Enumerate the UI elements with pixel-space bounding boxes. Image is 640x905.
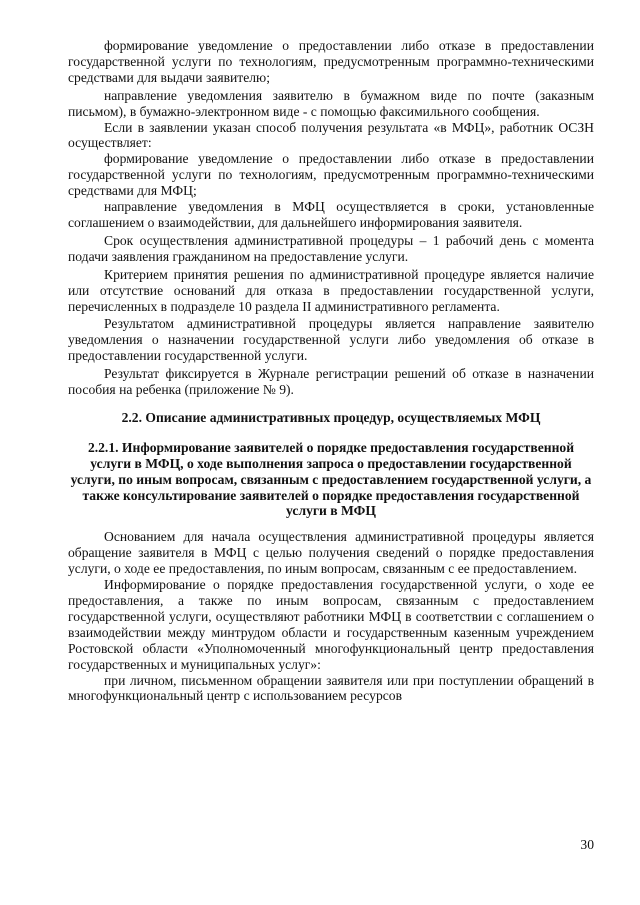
paragraph: формирование уведомление о предоставлении либо отказе в предоставлении государственной услуги по технологиям, предусмотренным программно-техническими средствами для выдачи заявителю; — [68, 38, 594, 85]
paragraph: при личном, письменном обращении заявителя или при поступлении обращений в многофункциональный центр с использованием ресурсов — [68, 672, 594, 704]
paragraph: Результатом административной процедуры является направление заявителю уведомления о назначении государственной услуги либо уведомления об отказе в предоставлении государственной услуги. — [68, 316, 594, 364]
paragraph: направление уведомления заявителю в бумажном виде по почте (заказным письмом), в бумажно-электронном виде - с помощью факсимильного сообщения. — [68, 87, 594, 119]
subsection-heading: 2.2.1. Информирование заявителей о порядке предоставления государственной услуги в МФЦ, о ходе выполнения запроса о предоставлении государственной услуги, по иным вопросам, связанным с предоставлением государственной услуги, а также консультирование заявителей о порядке предоставления государственной услуги в МФЦ — [70, 439, 592, 519]
paragraph: Критерием принятия решения по административной процедуре является наличие или отсутствие оснований для отказа в предоставлении государственной услуги, перечисленных в подразделе 10 раздела II административного регламента. — [68, 266, 594, 314]
paragraph: Основанием для начала осуществления административной процедуры является обращение заявителя в МФЦ с целью получения сведений о порядке предоставления услуги, о ходе ее предоставления, по иным вопросам, связанным с ее предоставлением. — [68, 529, 594, 577]
page-body — [68, 38, 594, 704]
section-heading: 2.2. Описание административных процедур, осуществляемых МФЦ — [121, 409, 541, 425]
paragraph: Срок осуществления административной процедуры – 1 рабочий день с момента подачи заявления гражданином на предоставление услуги. — [68, 232, 594, 264]
paragraph: Если в заявлении указан способ получения результата «в МФЦ», работник ОСЗН осуществляет: — [68, 119, 594, 151]
paragraph: Информирование о порядке предоставления государственной услуги, о ходе ее предоставления, а также по иным вопросам, связанным с предоставлением государственной услуги, осуществляют работники МФЦ в соответствии с соглашением о взаимодействии между минтрудом области и государственным казенным учреждением Ростовской области «Уполномоченный многофункциональный центр предоставления государственных и муниципальных услуг»: — [68, 577, 594, 672]
paragraph: направление уведомления в МФЦ осуществляется в сроки, установленные соглашением о взаимодействии, для дальнейшего информирования заявителя. — [68, 199, 594, 230]
paragraph: Результат фиксируется в Журнале регистрации решений об отказе в назначении пособия на ребенка (приложение № 9). — [68, 366, 594, 398]
page-number: 30 — [580, 837, 594, 852]
paragraph: формирование уведомление о предоставлении либо отказе в предоставлении государственной услуги по технологиям, предусмотренным программно-техническими средствами для МФЦ; — [68, 151, 594, 199]
